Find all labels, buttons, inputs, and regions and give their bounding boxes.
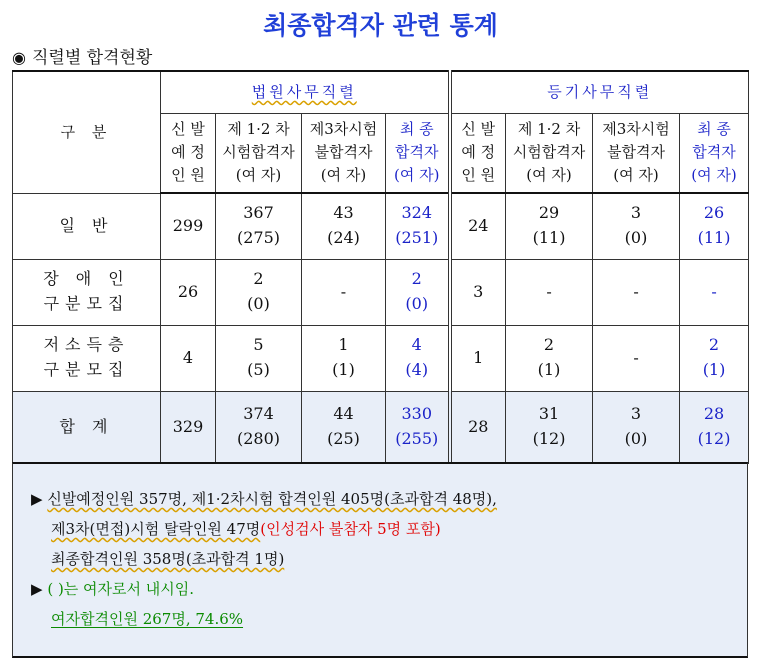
cell-planned: 329 bbox=[161, 391, 216, 463]
note-line-1: ▶ 신발예정인원 357명, 제1·2차시험 합격인원 405명(초과합격 48명), bbox=[31, 490, 497, 508]
arrow-right-icon: ▶ bbox=[31, 580, 43, 598]
cell-planned: 24 bbox=[450, 193, 506, 259]
header-group1: 법원사무직렬 bbox=[161, 71, 450, 113]
cell-fail3: 1 (1) bbox=[302, 325, 386, 391]
table-row-total bbox=[13, 391, 749, 463]
table-row bbox=[13, 193, 749, 259]
cell-final: 28 (12) bbox=[680, 391, 749, 463]
cell-planned: 3 bbox=[450, 259, 506, 325]
note-line-5: 여자합격인원 267명, 74.6% bbox=[51, 610, 244, 628]
header-fail3-1: 제3차시험 불합격자 (여 자) bbox=[302, 113, 386, 193]
cell-final: 2 (1) bbox=[680, 325, 749, 391]
cell-pass12: - bbox=[506, 259, 593, 325]
cell-fail3: - bbox=[593, 325, 680, 391]
cell-pass12: 31 (12) bbox=[506, 391, 593, 463]
cell-fail3: - bbox=[593, 259, 680, 325]
row-label: 합 계 bbox=[13, 391, 161, 463]
header-group2: 등기사무직렬 bbox=[450, 71, 749, 113]
row-label: 저소득층 구분모집 bbox=[13, 325, 161, 391]
cell-final: 26 (11) bbox=[680, 193, 749, 259]
cell-planned: 26 bbox=[161, 259, 216, 325]
cell-planned: 1 bbox=[450, 325, 506, 391]
row-label: 장 애 인 구분모집 bbox=[13, 259, 161, 325]
header-pass12-2: 제 1·2 차 시험합격자 (여 자) bbox=[506, 113, 593, 193]
table-row bbox=[13, 259, 749, 325]
cell-pass12: 29 (11) bbox=[506, 193, 593, 259]
header-planned-2: 신 발 예 정 인 원 bbox=[450, 113, 506, 193]
row-label: 일 반 bbox=[13, 193, 161, 259]
cell-final: 4 (4) bbox=[386, 325, 450, 391]
notes-box bbox=[12, 462, 748, 658]
cell-pass12: 2 (1) bbox=[506, 325, 593, 391]
cell-pass12: 2 (0) bbox=[216, 259, 302, 325]
cell-pass12: 374 (280) bbox=[216, 391, 302, 463]
cell-fail3: 3 (0) bbox=[593, 391, 680, 463]
page-title: 최종합격자 관련 통계 bbox=[263, 11, 498, 40]
header-category: 구 분 bbox=[13, 71, 161, 193]
stats-table bbox=[12, 70, 749, 464]
note-line-3: 최종합격인원 358명(초과합격 1명) bbox=[51, 550, 285, 568]
cell-fail3: 3 (0) bbox=[593, 193, 680, 259]
header-final-2: 최 종 합격자 (여 자) bbox=[680, 113, 749, 193]
cell-pass12: 5 (5) bbox=[216, 325, 302, 391]
table-row bbox=[13, 325, 749, 391]
cell-planned: 28 bbox=[450, 391, 506, 463]
section-label: 직렬별 합격현황 bbox=[31, 48, 153, 68]
note-line-2: 제3차(면접)시험 탈락인원 47명(인성검사 불참자 5명 포함) bbox=[51, 520, 441, 538]
section-heading bbox=[12, 43, 152, 68]
header-final-1: 최 종 합격자 (여 자) bbox=[386, 113, 450, 193]
cell-planned: 4 bbox=[161, 325, 216, 391]
circle-bullet-icon: ◉ bbox=[12, 48, 26, 67]
cell-fail3: - bbox=[302, 259, 386, 325]
cell-fail3: 44 (25) bbox=[302, 391, 386, 463]
cell-final: 324 (251) bbox=[386, 193, 450, 259]
cell-planned: 299 bbox=[161, 193, 216, 259]
cell-final: 330 (255) bbox=[386, 391, 450, 463]
header-pass12-1: 제 1·2 차 시험합격자 (여 자) bbox=[216, 113, 302, 193]
header-fail3-2: 제3차시험 불합격자 (여 자) bbox=[593, 113, 680, 193]
cell-fail3: 43 (24) bbox=[302, 193, 386, 259]
cell-pass12: 367 (275) bbox=[216, 193, 302, 259]
cell-final: 2 (0) bbox=[386, 259, 450, 325]
header-planned-1: 신 발 예 정 인 원 bbox=[161, 113, 216, 193]
cell-final: - bbox=[680, 259, 749, 325]
arrow-right-icon: ▶ bbox=[31, 490, 43, 508]
note-line-4: ▶ ( )는 여자로서 내시임. bbox=[31, 580, 195, 598]
